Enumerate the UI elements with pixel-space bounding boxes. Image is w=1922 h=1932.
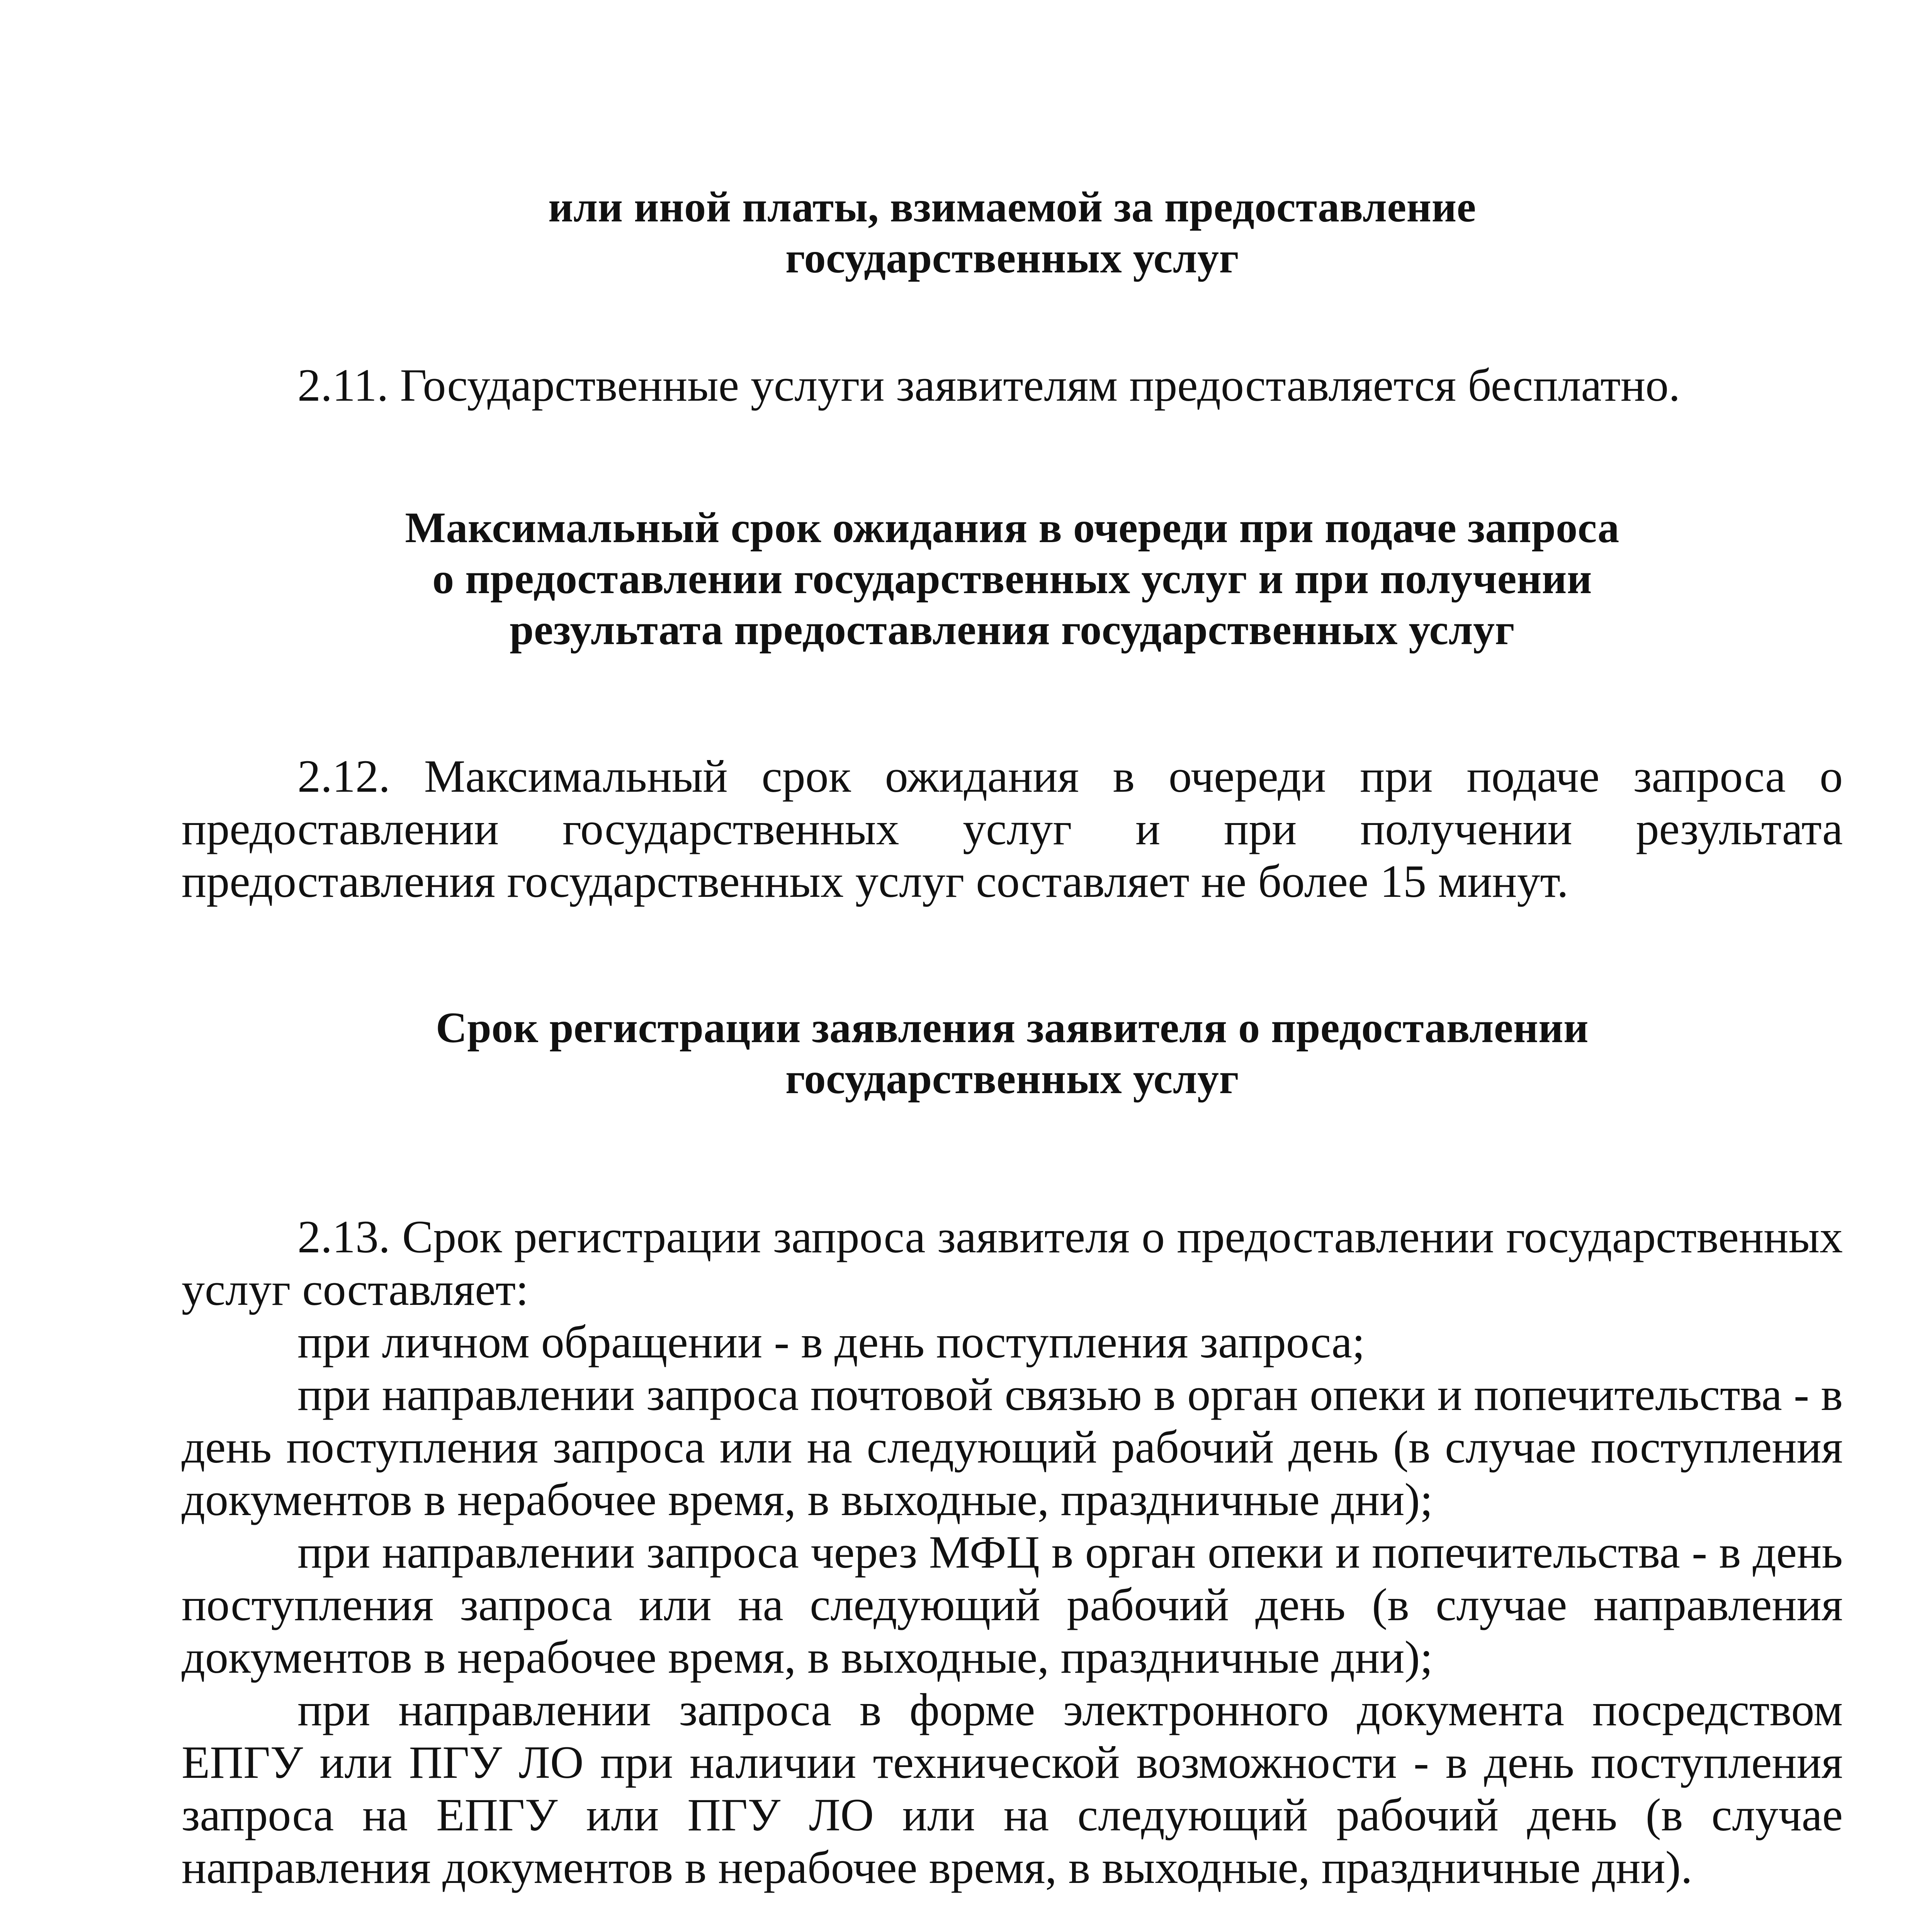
paragraph-2-12: 2.12. Максимальный срок ожидания в очереди при подаче запроса о предоставлении государственных услуг и при получении результата предоставления государственных услуг составляет не более 15 минут. bbox=[182, 750, 1843, 907]
paragraph-2-11: 2.11. Государственные услуги заявителям предоставляется бесплатно. bbox=[297, 359, 1681, 411]
paragraph-2-13-item: при направлении запроса в форме электронного документа посредством ЕПГУ или ПГУ ЛО при наличии технической возможности - в день поступления запроса на ЕПГУ или ПГУ ЛО или на следующий рабочий день (в случае направления документов в нерабочее время, в выходные, праздничные дни). bbox=[182, 1684, 1843, 1893]
paragraph-2-13-item: при направлении запроса почтовой связью в орган опеки и попечительства - в день поступления запроса или на следующий рабочий день (в случае поступления документов в нерабочее время, в выходные, праздничные дни); bbox=[182, 1369, 1843, 1525]
heading-line: Срок регистрации заявления заявителя о предоставлении bbox=[435, 1004, 1589, 1052]
paragraph-2-13-item: при личном обращении - в день поступления запроса; bbox=[297, 1316, 1365, 1367]
heading-line: результата предоставления государственных услуг bbox=[510, 606, 1515, 654]
document-page bbox=[182, 182, 1843, 1932]
heading-line: государственных услуг bbox=[785, 1055, 1239, 1103]
heading-registration bbox=[182, 1002, 1843, 1104]
heading-line: или иной платы, взимаемой за предоставление bbox=[548, 183, 1476, 231]
heading-line: Максимальный срок ожидания в очереди при подаче запроса bbox=[405, 504, 1620, 552]
paragraph-2-13: 2.13. Срок регистрации запроса заявителя о предоставлении государственных услуг составляет: bbox=[182, 1211, 1843, 1315]
heading-line: государственных услуг bbox=[785, 234, 1239, 282]
heading-line: о предоставлении государственных услуг и при получении bbox=[432, 555, 1592, 603]
heading-wait-time bbox=[182, 502, 1843, 655]
heading-fee bbox=[182, 182, 1843, 284]
paragraph-2-13-item: при направлении запроса через МФЦ в орган опеки и попечительства - в день поступления запроса или на следующий рабочий день (в случае направления документов в нерабочее время, в выходные, праздничные дни); bbox=[182, 1526, 1843, 1683]
